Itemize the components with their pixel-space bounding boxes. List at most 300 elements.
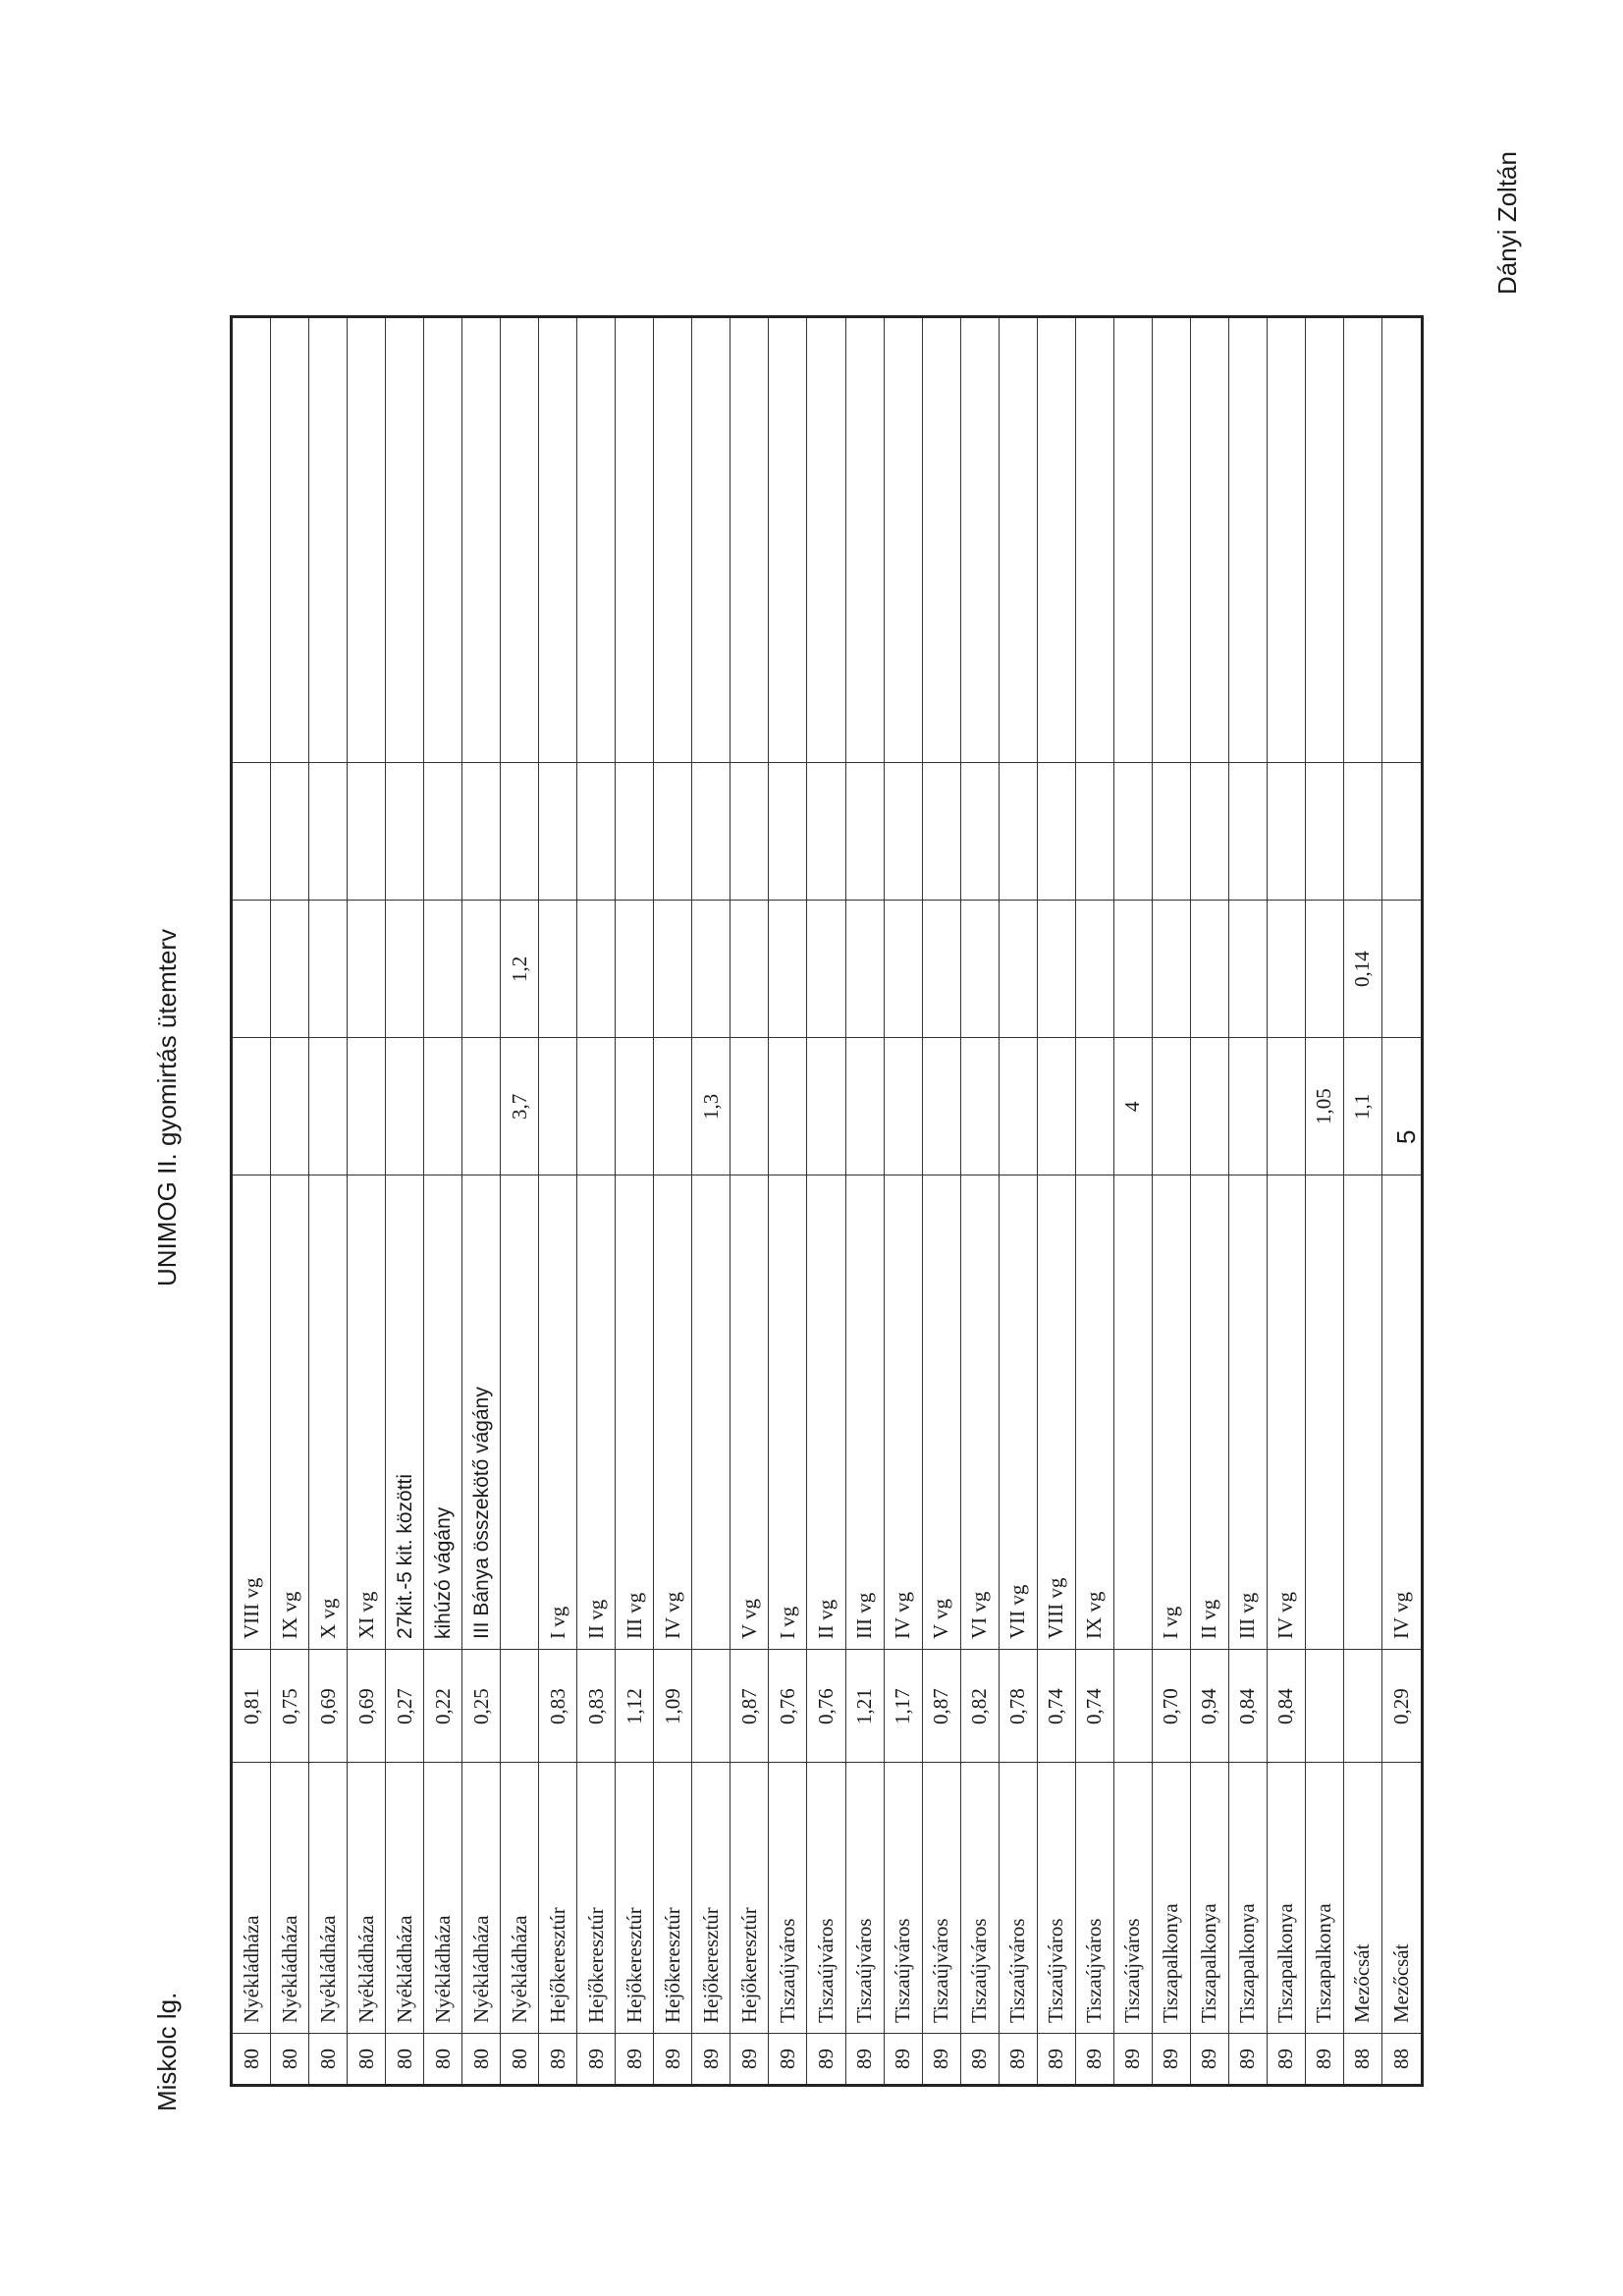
cell-text: 1,3 — [698, 1093, 723, 1120]
cell-text: 89 — [852, 2049, 877, 2069]
table-cell-col-length — [730, 1649, 768, 1762]
table-cell-col-track — [501, 1175, 538, 1649]
table-cell-col-track — [539, 1175, 576, 1649]
table-cell-col-blank1 — [539, 762, 576, 900]
cell-text: Tiszaújváros — [813, 1918, 838, 2023]
cell-text: 1,17 — [891, 1687, 915, 1724]
cell-text: Nyékládháza — [392, 1915, 416, 2023]
table-cell-col-id — [1038, 2033, 1075, 2084]
table-cell-col-extra — [539, 900, 576, 1037]
table-cell-col-area — [539, 1037, 576, 1175]
table-cell-col-area — [424, 1037, 461, 1175]
document-title: UNIMOG II. gyomirtás ütemterv — [152, 928, 182, 1286]
table-cell-col-blank1 — [424, 762, 461, 900]
cell-text: 1,21 — [852, 1687, 877, 1724]
table-cell-col-blank2 — [846, 318, 884, 762]
table-cell-col-track — [386, 1175, 423, 1649]
cell-text: 80 — [315, 2049, 340, 2069]
table-cell-col-id — [1268, 2033, 1305, 2084]
table-cell-col-track — [885, 1175, 922, 1649]
table-cell-col-area — [1038, 1037, 1075, 1175]
cell-text: 1,05 — [1312, 1088, 1336, 1124]
cell-text: III vg — [852, 1592, 877, 1639]
table-cell-col-length — [233, 1649, 270, 1762]
table-cell-col-length — [616, 1649, 653, 1762]
table-cell-col-id — [769, 2033, 806, 2084]
table-cell-col-extra — [462, 900, 500, 1037]
table-cell-col-id — [462, 2033, 500, 2084]
table-row — [1306, 318, 1344, 2084]
cell-text: III vg — [1235, 1592, 1260, 1639]
table-cell-col-area — [309, 1037, 347, 1175]
table-cell-col-station — [807, 1762, 844, 2033]
table-cell-col-blank2 — [807, 318, 844, 762]
cell-text: 89 — [583, 2049, 608, 2069]
table-cell-col-blank2 — [769, 318, 806, 762]
table-cell-col-length — [1000, 1649, 1037, 1762]
table-cell-col-station — [348, 1762, 385, 2033]
table-cell-col-blank1 — [1153, 762, 1190, 900]
table-cell-col-track — [348, 1175, 385, 1649]
cell-text: VIII vg — [239, 1577, 263, 1639]
table-cell-col-extra — [1268, 900, 1305, 1037]
cell-text: 1,1 — [1350, 1093, 1375, 1120]
cell-text: 89 — [929, 2049, 953, 2069]
cell-text: XI vg — [353, 1591, 378, 1639]
cell-text: 89 — [813, 2049, 838, 2069]
table-cell-col-id — [1076, 2033, 1113, 2084]
table-cell-col-station — [730, 1762, 768, 2033]
table-row — [309, 318, 348, 2084]
table-cell-col-area — [961, 1037, 999, 1175]
table-row — [424, 318, 462, 2084]
cell-text: 0,29 — [1388, 1687, 1413, 1724]
table-cell-col-id — [271, 2033, 308, 2084]
page-number: 5 — [1391, 1129, 1421, 1144]
cell-text: III Bánya összekötő vágány — [469, 1387, 493, 1639]
table-cell-col-track — [1153, 1175, 1190, 1649]
cell-text: Tiszaújváros — [852, 1918, 877, 2023]
table-row — [577, 318, 616, 2084]
table-cell-col-length — [1306, 1649, 1343, 1762]
cell-text: Hejőkeresztúr — [583, 1907, 608, 2023]
table-cell-col-length — [923, 1649, 960, 1762]
table-cell-col-blank1 — [807, 762, 844, 900]
cell-text: Tiszapalkonya — [1235, 1903, 1260, 2023]
table-cell-col-blank2 — [1038, 318, 1075, 762]
table-row — [1000, 318, 1038, 2084]
cell-text: Hejőkeresztúr — [622, 1907, 646, 2023]
table-cell-col-id — [1000, 2033, 1037, 2084]
table-cell-col-track — [616, 1175, 653, 1649]
table-cell-col-track — [730, 1175, 768, 1649]
table-cell-col-blank2 — [1114, 318, 1152, 762]
table-cell-col-blank2 — [923, 318, 960, 762]
cell-text: 89 — [1235, 2049, 1260, 2069]
table-cell-col-station — [1000, 1762, 1037, 2033]
table-cell-col-station — [462, 1762, 500, 2033]
table-row — [1038, 318, 1076, 2084]
table-cell-col-blank1 — [1344, 762, 1381, 900]
table-cell-col-track — [424, 1175, 461, 1649]
table-cell-col-id — [616, 2033, 653, 2084]
table-row — [462, 318, 501, 2084]
cell-text: 80 — [277, 2049, 301, 2069]
table-cell-col-station — [1344, 1762, 1381, 2033]
table-cell-col-station — [271, 1762, 308, 2033]
table-cell-col-area — [348, 1037, 385, 1175]
table-cell-col-blank2 — [1382, 318, 1421, 762]
cell-text: II vg — [813, 1599, 838, 1639]
cell-text: Tiszaújváros — [1120, 1918, 1145, 2023]
cell-text: 88 — [1388, 2049, 1413, 2069]
table-cell-col-blank1 — [501, 762, 538, 900]
table-row — [730, 318, 769, 2084]
table-cell-col-track — [654, 1175, 691, 1649]
table-row — [271, 318, 309, 2084]
table-cell-col-extra — [501, 900, 538, 1037]
table-cell-col-length — [462, 1649, 500, 1762]
table-cell-col-blank2 — [577, 318, 615, 762]
table-cell-col-station — [923, 1762, 960, 2033]
table-cell-col-station — [1229, 1762, 1267, 2033]
table-cell-col-station — [846, 1762, 884, 2033]
table-cell-col-id — [386, 2033, 423, 2084]
table-row — [923, 318, 961, 2084]
cell-text: IX vg — [1082, 1591, 1107, 1639]
table-cell-col-blank2 — [1344, 318, 1381, 762]
table-cell-col-id — [1114, 2033, 1152, 2084]
cell-text: 89 — [1159, 2049, 1183, 2069]
table-cell-col-extra — [348, 900, 385, 1037]
table-cell-col-area — [233, 1037, 270, 1175]
table-cell-col-blank2 — [1191, 318, 1228, 762]
table-cell-col-length — [539, 1649, 576, 1762]
table-cell-col-track — [961, 1175, 999, 1649]
table-cell-col-id — [730, 2033, 768, 2084]
table-cell-col-id — [885, 2033, 922, 2084]
table-cell-col-extra — [769, 900, 806, 1037]
cell-text: V vg — [929, 1598, 953, 1639]
cell-text: 0,84 — [1273, 1687, 1298, 1724]
table-cell-col-station — [1191, 1762, 1228, 2033]
table-cell-col-station — [1038, 1762, 1075, 2033]
cell-text: VII vg — [1005, 1584, 1030, 1639]
table-cell-col-extra — [233, 900, 270, 1037]
table-cell-col-track — [769, 1175, 806, 1649]
cell-text: 0,83 — [545, 1687, 569, 1724]
cell-text: Tiszapalkonya — [1273, 1903, 1298, 2023]
cell-text: 89 — [1197, 2049, 1221, 2069]
table-cell-col-blank2 — [424, 318, 461, 762]
table-cell-col-id — [1153, 2033, 1190, 2084]
cell-text: Tiszaújváros — [775, 1918, 799, 2023]
table-cell-col-area — [1382, 1037, 1421, 1175]
cell-text: 89 — [698, 2049, 723, 2069]
table-cell-col-id — [1191, 2033, 1228, 2084]
table-cell-col-length — [961, 1649, 999, 1762]
cell-text: 0,87 — [736, 1687, 761, 1724]
cell-text: 89 — [736, 2049, 761, 2069]
table-cell-col-blank1 — [1229, 762, 1267, 900]
table-cell-col-extra — [1229, 900, 1267, 1037]
table-row — [1191, 318, 1229, 2084]
table-cell-col-blank1 — [923, 762, 960, 900]
table-cell-col-extra — [271, 900, 308, 1037]
table-cell-col-station — [1382, 1762, 1421, 2033]
table-row — [501, 318, 539, 2084]
table-cell-col-station — [769, 1762, 806, 2033]
table-cell-col-blank1 — [1191, 762, 1228, 900]
cell-text: 0,82 — [967, 1687, 992, 1724]
table-cell-col-extra — [1382, 900, 1421, 1037]
table-cell-col-area — [692, 1037, 730, 1175]
table-cell-col-blank2 — [616, 318, 653, 762]
cell-text: Nyékládháza — [430, 1915, 455, 2023]
schedule-table — [230, 315, 1424, 2087]
cell-text: 0,94 — [1197, 1687, 1221, 1724]
table-row — [654, 318, 692, 2084]
table-cell-col-blank1 — [386, 762, 423, 900]
table-cell-col-track — [462, 1175, 500, 1649]
table-cell-col-blank1 — [846, 762, 884, 900]
table-cell-col-length — [1038, 1649, 1075, 1762]
cell-text: 0,75 — [277, 1687, 301, 1724]
table-cell-col-id — [501, 2033, 538, 2084]
table-cell-col-id — [1306, 2033, 1343, 2084]
table-cell-col-length — [885, 1649, 922, 1762]
cell-text: VI vg — [967, 1591, 992, 1639]
table-cell-col-area — [923, 1037, 960, 1175]
cell-text: 80 — [430, 2049, 455, 2069]
table-cell-col-id — [309, 2033, 347, 2084]
table-cell-col-track — [233, 1175, 270, 1649]
table-cell-col-blank1 — [309, 762, 347, 900]
table-cell-col-station — [885, 1762, 922, 2033]
table-row — [1268, 318, 1306, 2084]
table-cell-col-track — [807, 1175, 844, 1649]
table-cell-col-extra — [885, 900, 922, 1037]
cell-text: 0,69 — [353, 1687, 378, 1724]
table-cell-col-blank1 — [577, 762, 615, 900]
cell-text: 0,25 — [468, 1687, 493, 1724]
table-cell-col-track — [1191, 1175, 1228, 1649]
table-cell-col-extra — [846, 900, 884, 1037]
cell-text: 80 — [353, 2049, 378, 2069]
table-cell-col-extra — [1306, 900, 1343, 1037]
table-cell-col-area — [462, 1037, 500, 1175]
cell-text: V vg — [736, 1598, 761, 1639]
cell-text: kihúzó vágány — [431, 1506, 455, 1639]
cell-text: Nyékládháza — [507, 1915, 531, 2023]
cell-text: VIII vg — [1044, 1577, 1068, 1639]
table-cell-col-blank2 — [462, 318, 500, 762]
cell-text: 0,76 — [813, 1687, 838, 1724]
table-cell-col-length — [1344, 1649, 1381, 1762]
cell-text: Hejőkeresztúr — [545, 1907, 569, 2023]
table-cell-col-station — [233, 1762, 270, 2033]
table-cell-col-area — [271, 1037, 308, 1175]
table-cell-col-length — [846, 1649, 884, 1762]
table-cell-col-blank1 — [1114, 762, 1152, 900]
cell-text: 0,76 — [775, 1687, 799, 1724]
table-cell-col-station — [692, 1762, 730, 2033]
table-cell-col-extra — [1076, 900, 1113, 1037]
cell-text: 80 — [239, 2049, 263, 2069]
cell-text: Mezőcsát — [1388, 1943, 1413, 2023]
cell-text: 0,84 — [1235, 1687, 1260, 1724]
table-cell-col-blank1 — [348, 762, 385, 900]
table-cell-col-area — [730, 1037, 768, 1175]
table-cell-col-area — [1306, 1037, 1343, 1175]
table-cell-col-area — [501, 1037, 538, 1175]
cell-text: III vg — [622, 1592, 646, 1639]
cell-text: Nyékládháza — [353, 1915, 378, 2023]
table-cell-col-blank2 — [1076, 318, 1113, 762]
table-cell-col-extra — [616, 900, 653, 1037]
table-cell-col-length — [807, 1649, 844, 1762]
table-row — [1382, 318, 1421, 2084]
table-cell-col-length — [309, 1649, 347, 1762]
cell-text: 89 — [775, 2049, 799, 2069]
table-cell-col-track — [692, 1175, 730, 1649]
cell-text: Tiszaújváros — [1082, 1918, 1107, 2023]
table-cell-col-extra — [1344, 900, 1381, 1037]
cell-text: Tiszapalkonya — [1312, 1903, 1336, 2023]
table-cell-col-blank2 — [348, 318, 385, 762]
table-cell-col-area — [885, 1037, 922, 1175]
table-cell-col-blank1 — [730, 762, 768, 900]
table-cell-col-area — [1344, 1037, 1381, 1175]
table-cell-col-area — [1191, 1037, 1228, 1175]
table-cell-col-station — [1153, 1762, 1190, 2033]
table-cell-col-length — [271, 1649, 308, 1762]
table-cell-col-blank1 — [961, 762, 999, 900]
cell-text: Nyékládháza — [277, 1915, 301, 2023]
table-cell-col-length — [1114, 1649, 1152, 1762]
table-cell-col-track — [309, 1175, 347, 1649]
table-cell-col-track — [271, 1175, 308, 1649]
table-cell-col-blank1 — [692, 762, 730, 900]
table-cell-col-blank1 — [271, 762, 308, 900]
cell-text: 89 — [1273, 2049, 1298, 2069]
cell-text: IV vg — [891, 1591, 915, 1639]
cell-text: Hejőkeresztúr — [660, 1907, 684, 2023]
table-cell-col-blank2 — [654, 318, 691, 762]
table-cell-col-area — [386, 1037, 423, 1175]
table-cell-col-id — [577, 2033, 615, 2084]
table-cell-col-blank1 — [769, 762, 806, 900]
table-cell-col-extra — [424, 900, 461, 1037]
table-row — [348, 318, 386, 2084]
cell-text: Hejőkeresztúr — [698, 1907, 723, 2023]
table-cell-col-track — [1000, 1175, 1037, 1649]
cell-text: 0,74 — [1082, 1687, 1107, 1724]
table-cell-col-station — [386, 1762, 423, 2033]
table-cell-col-area — [1153, 1037, 1190, 1175]
table-cell-col-blank1 — [885, 762, 922, 900]
cell-text: Nyékládháza — [239, 1915, 263, 2023]
table-cell-col-length — [1268, 1649, 1305, 1762]
table-cell-col-length — [577, 1649, 615, 1762]
table-cell-col-blank1 — [1000, 762, 1037, 900]
table-cell-col-extra — [309, 900, 347, 1037]
cell-text: 89 — [622, 2049, 646, 2069]
table-cell-col-track — [1076, 1175, 1113, 1649]
table-cell-col-blank1 — [1306, 762, 1343, 900]
cell-text: 80 — [507, 2049, 531, 2069]
table-row — [692, 318, 730, 2084]
table-cell-col-length — [1076, 1649, 1113, 1762]
cell-text: 1,09 — [660, 1687, 684, 1724]
table-cell-col-track — [846, 1175, 884, 1649]
author-name: Dányi Zoltán — [1492, 151, 1522, 295]
cell-text: Tiszaújváros — [891, 1918, 915, 2023]
table-cell-col-extra — [1191, 900, 1228, 1037]
table-cell-col-track — [1382, 1175, 1421, 1649]
cell-text: 0,83 — [583, 1687, 608, 1724]
table-cell-col-blank1 — [1038, 762, 1075, 900]
table-row — [1153, 318, 1191, 2084]
table-cell-col-blank1 — [1076, 762, 1113, 900]
table-cell-col-blank2 — [1229, 318, 1267, 762]
table-cell-col-station — [654, 1762, 691, 2033]
cell-text: 0,27 — [392, 1687, 416, 1724]
table-cell-col-track — [1306, 1175, 1343, 1649]
table-row — [1229, 318, 1268, 2084]
table-row — [616, 318, 654, 2084]
cell-text: 1,12 — [622, 1687, 646, 1724]
table-cell-col-extra — [1114, 900, 1152, 1037]
table-row — [846, 318, 885, 2084]
table-cell-col-extra — [807, 900, 844, 1037]
table-cell-col-blank2 — [1268, 318, 1305, 762]
table-cell-col-extra — [386, 900, 423, 1037]
cell-text: 89 — [1044, 2049, 1068, 2069]
table-cell-col-area — [654, 1037, 691, 1175]
table-cell-col-length — [501, 1649, 538, 1762]
table-row — [961, 318, 1000, 2084]
table-cell-col-blank2 — [309, 318, 347, 762]
cell-text: 0,22 — [430, 1687, 455, 1724]
table-cell-col-blank2 — [730, 318, 768, 762]
table-cell-col-id — [1344, 2033, 1381, 2084]
table-cell-col-track — [1038, 1175, 1075, 1649]
cell-text: 4 — [1120, 1101, 1145, 1112]
table-cell-col-station — [424, 1762, 461, 2033]
table-row — [885, 318, 923, 2084]
table-row — [539, 318, 577, 2084]
table-cell-col-track — [1268, 1175, 1305, 1649]
cell-text: II vg — [583, 1599, 608, 1639]
cell-text: 0,70 — [1159, 1687, 1183, 1724]
table-cell-col-blank1 — [616, 762, 653, 900]
table-cell-col-station — [577, 1762, 615, 2033]
table-cell-col-station — [539, 1762, 576, 2033]
cell-text: IV vg — [1388, 1591, 1413, 1639]
table-cell-col-blank2 — [386, 318, 423, 762]
table-cell-col-length — [654, 1649, 691, 1762]
table-cell-col-extra — [654, 900, 691, 1037]
cell-text: I vg — [775, 1606, 799, 1639]
table-cell-col-length — [692, 1649, 730, 1762]
table-cell-col-blank2 — [1306, 318, 1343, 762]
table-cell-col-id — [1382, 2033, 1421, 2084]
table-cell-col-blank2 — [233, 318, 270, 762]
cell-text: 1,2 — [507, 956, 531, 982]
cell-text: 0,87 — [929, 1687, 953, 1724]
table-cell-col-area — [1268, 1037, 1305, 1175]
